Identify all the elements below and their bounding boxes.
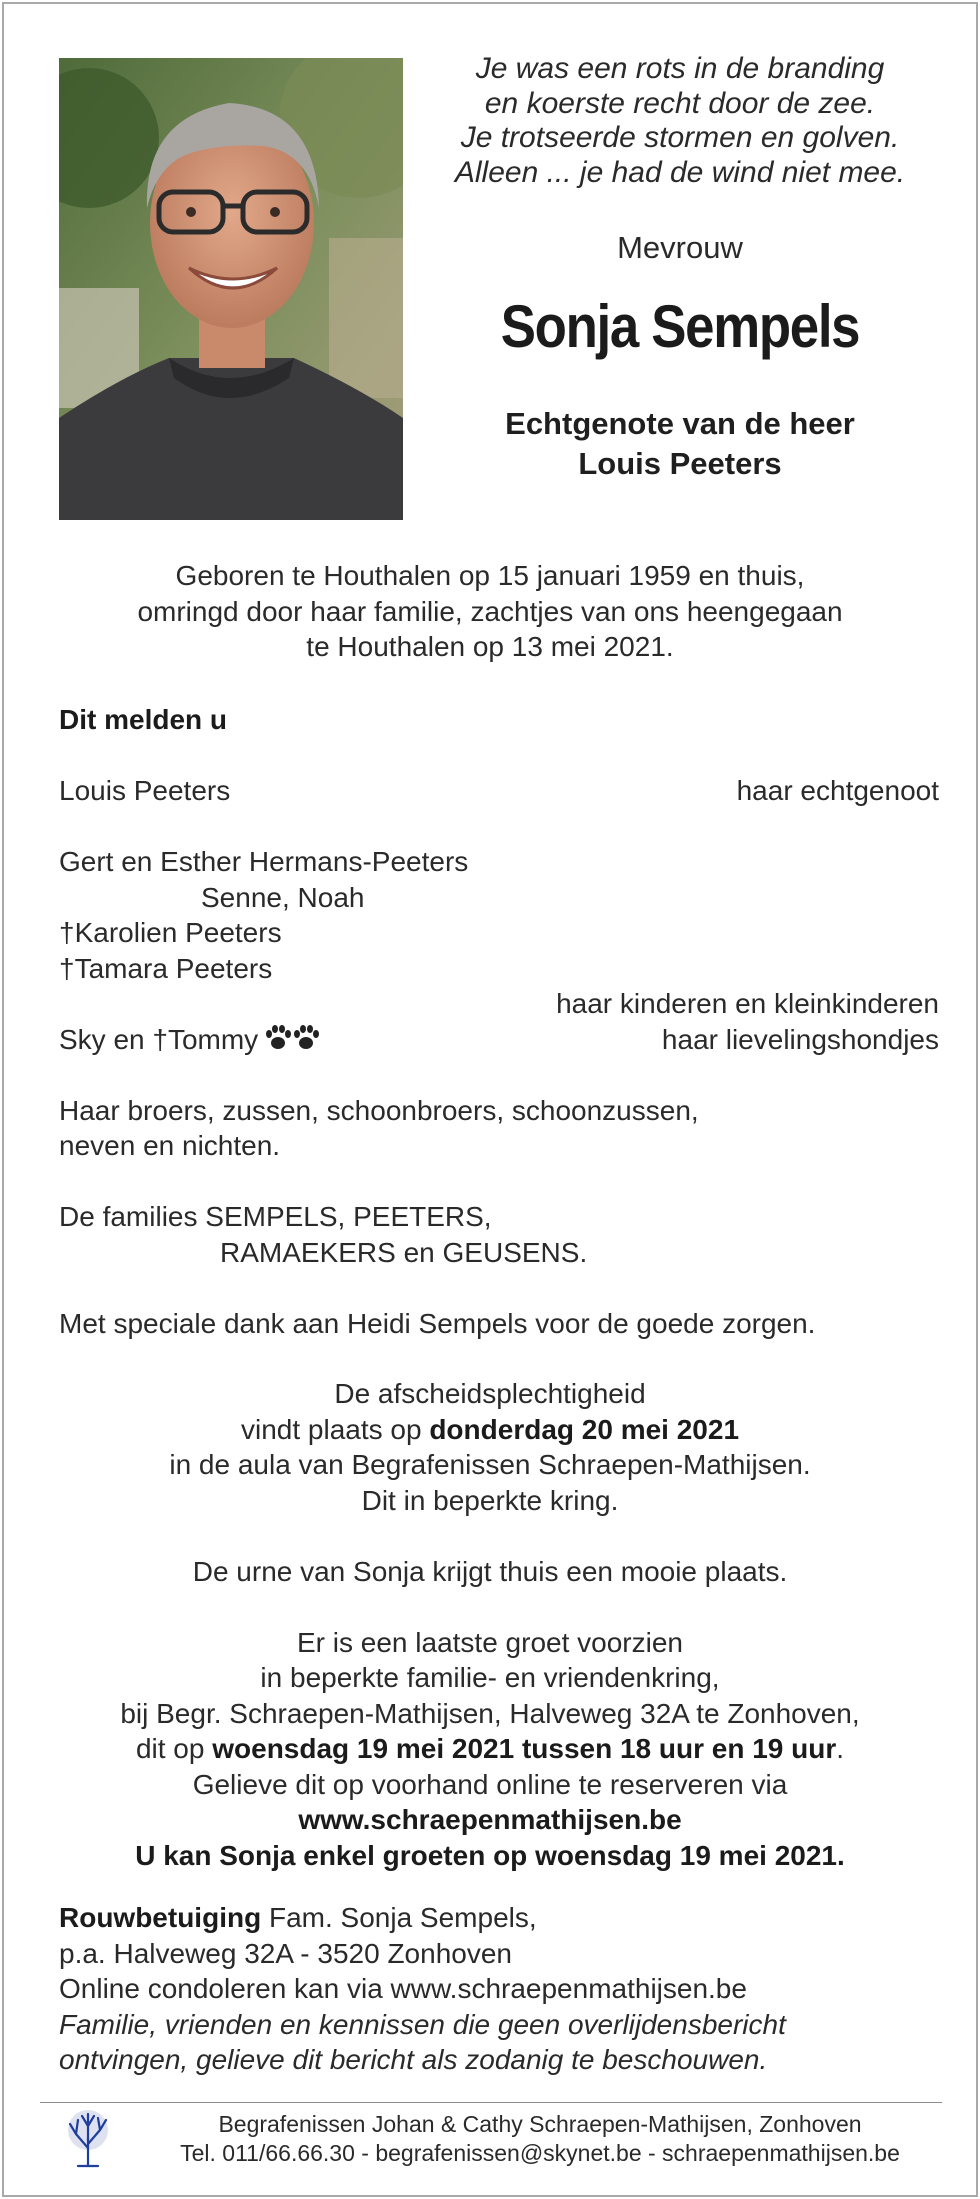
urn-line: De urne van Sonja krijgt thuis een mooie plaats. bbox=[192, 1555, 788, 1587]
ceremony-info bbox=[40, 1376, 940, 1873]
website-link[interactable]: www.schraepenmathijsen.be bbox=[298, 1804, 682, 1835]
birth-death-line: Geboren te Houthalen op 15 januari 1959 en thuis, bbox=[175, 560, 805, 591]
birth-death-line: te Houthalen op 13 mei 2021. bbox=[306, 631, 674, 662]
condolence-address: p.a. Halveweg 32A - 3520 Zonhoven bbox=[59, 1937, 512, 1969]
ceremony-line bbox=[40, 1412, 940, 1448]
child-name: †Karolien Peeters bbox=[59, 917, 282, 948]
greeting-text: . bbox=[836, 1733, 845, 1764]
tree-logo-icon bbox=[62, 2108, 114, 2168]
siblings-line: Haar broers, zussen, schoonbroers, schoonzussen, bbox=[59, 1094, 699, 1126]
greeting-line: bij Begr. Schraepen-Mathijsen, Halveweg 32A te Zonhoven, bbox=[120, 1697, 860, 1729]
birth-death-line: omringd door haar familie, zachtjes van ons heengegaan bbox=[137, 595, 843, 627]
condolence-online: Online condoleren kan via www.schraepenmathijsen.be bbox=[59, 1973, 747, 2004]
husband-role: haar echtgenoot bbox=[736, 775, 939, 806]
greeting-datetime: woensdag 19 mei 2021 tussen 18 uur en 19 uur bbox=[212, 1733, 837, 1764]
ceremony-line: De afscheidsplechtigheid bbox=[334, 1378, 646, 1409]
child-name: †Tamara Peeters bbox=[59, 952, 273, 984]
condolence-label: Rouwbetuiging bbox=[59, 1902, 262, 1933]
greeting-line: in beperkte familie- en vriendenkring, bbox=[260, 1662, 720, 1693]
child-name: Gert en Esther Hermans-Peeters bbox=[59, 846, 469, 877]
deceased-name: Sonja Sempels bbox=[500, 293, 860, 360]
footer bbox=[120, 2110, 960, 2168]
poem-line: Je was een rots in de branding bbox=[475, 52, 885, 85]
spouse-info bbox=[420, 404, 940, 484]
spacer bbox=[40, 1518, 940, 1554]
ceremony-line: in de aula van Begrafenissen Schraepen-Mathijsen. bbox=[169, 1449, 811, 1480]
condolence-note: ontvingen, gelieve dit bericht als zodanig te beschouwen. bbox=[59, 2044, 768, 2075]
dogs-role: haar lievelingshondjes bbox=[661, 1023, 939, 1055]
greeting-notice: U kan Sonja enkel groeten op woensdag 19 mei 2021. bbox=[135, 1839, 845, 1871]
greeting-text: dit op bbox=[135, 1733, 213, 1764]
children-role: haar kinderen en kleinkinderen bbox=[556, 988, 939, 1019]
spacer bbox=[40, 1589, 940, 1625]
families-line: De families SEMPELS, PEETERS, bbox=[59, 1201, 492, 1232]
ceremony-text: vindt plaats op bbox=[240, 1413, 430, 1445]
footer-company: Begrafenissen Johan & Cathy Schraepen-Mathijsen, Zonhoven bbox=[218, 2111, 862, 2137]
condolence-text: Fam. Sonja Sempels, bbox=[261, 1902, 537, 1933]
family-announcement bbox=[59, 702, 939, 1341]
husband-name: Louis Peeters bbox=[59, 775, 231, 806]
poem bbox=[420, 52, 940, 190]
spacer bbox=[59, 1270, 939, 1306]
footer-contact: Tel. 011/66.66.30 - begrafenissen@skynet.be - schraepenmathijsen.be bbox=[180, 2140, 900, 2166]
paw-prints-icon bbox=[264, 1024, 322, 1061]
siblings-line: neven en nichten. bbox=[59, 1130, 281, 1161]
honorific: Mevrouw bbox=[617, 230, 743, 265]
spacer bbox=[59, 738, 939, 774]
greeting-line: Gelieve dit op voorhand online te reserveren via bbox=[192, 1768, 788, 1800]
poem-line: en koerste recht door de zee. bbox=[484, 86, 876, 120]
spacer bbox=[59, 809, 939, 845]
spouse-line: Echtgenote van de heer bbox=[505, 406, 855, 441]
greeting-line: Er is een laatste groet voorzien bbox=[297, 1626, 683, 1658]
spouse-name: Louis Peeters bbox=[578, 446, 782, 481]
poem-line: Alleen ... je had de wind niet mee. bbox=[454, 155, 906, 189]
condolence-line bbox=[59, 1900, 939, 1936]
ceremony-line: Dit in beperkte kring. bbox=[361, 1484, 619, 1516]
greeting-line bbox=[40, 1731, 940, 1767]
spacer bbox=[59, 1057, 939, 1093]
condolence-info bbox=[59, 1900, 939, 2078]
footer-divider bbox=[40, 2102, 942, 2103]
announce-heading: Dit melden u bbox=[59, 704, 228, 735]
grandchildren-names: Senne, Noah bbox=[201, 881, 365, 913]
family-row-husband bbox=[59, 773, 939, 809]
family-row-children-role bbox=[59, 986, 939, 1022]
spacer bbox=[59, 1164, 939, 1200]
condolence-note: Familie, vrienden en kennissen die geen overlijdensbericht bbox=[59, 2008, 786, 2040]
ceremony-date: donderdag 20 mei 2021 bbox=[429, 1413, 740, 1445]
dogs-names: Sky en †Tommy bbox=[59, 1023, 259, 1055]
birth-death-text bbox=[40, 558, 940, 665]
family-row-dogs bbox=[59, 1022, 939, 1058]
poem-line: Je trotseerde stormen en golven. bbox=[460, 121, 900, 154]
families-line: RAMAEKERS en GEUSENS. bbox=[220, 1236, 588, 1268]
portrait-photo bbox=[59, 58, 403, 520]
thanks-line: Met speciale dank aan Heidi Sempels voor de goede zorgen. bbox=[59, 1307, 816, 1339]
